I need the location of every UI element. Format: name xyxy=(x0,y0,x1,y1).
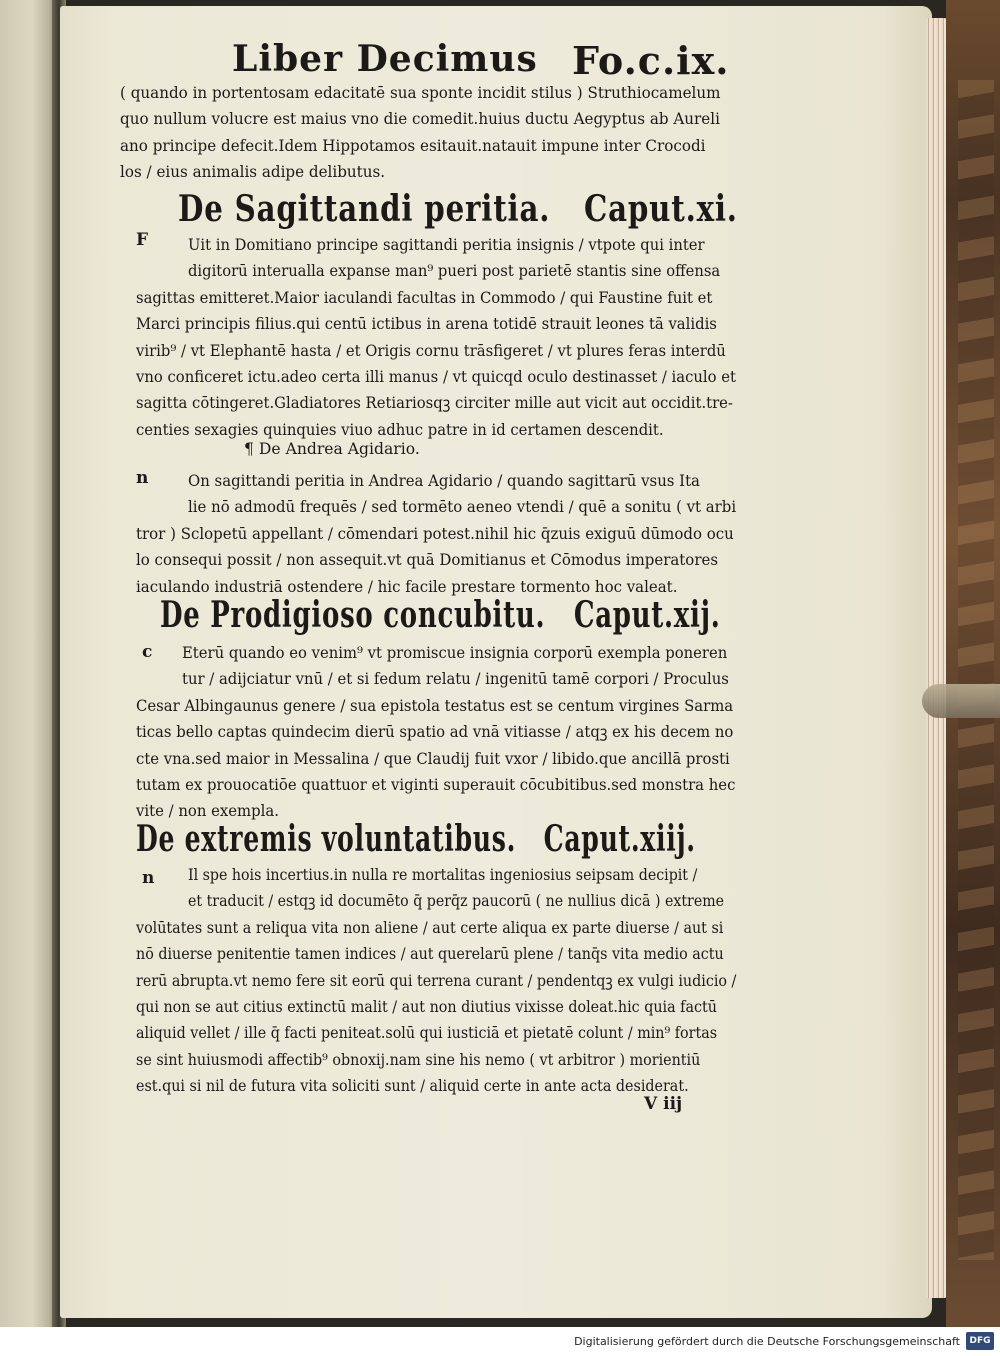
text-line: et traducit / estqꝫ id documēto q̄ perq̄z paucorū ( ne nullius dicā ) extreme xyxy=(188,892,725,911)
funding-credit: Digitalisierung gefördert durch die Deutsche Forschungsgemeinschaft xyxy=(574,1335,960,1348)
text-line: ( quando in portentosam edacitatē sua sponte incidit stilus ) Struthiocamelum xyxy=(120,84,721,102)
text-line: lo consequi possit / non assequit.vt quā Domitianus et Cōmodus imperatores xyxy=(136,551,719,570)
cover-texture xyxy=(958,80,994,1260)
text-line: tur / adijciatur vnū / et si fedum relatu / ingenitū tamē corpori / Proculus xyxy=(182,670,729,689)
text-line: On sagittandi peritia in Andrea Agidario / quando sagittarū vsus Ita xyxy=(188,472,700,490)
text-line: lie nō admodū frequēs / sed tormēto aeneo vtendi / quē a sonitu ( vt arbi xyxy=(188,498,737,517)
chapter-paragraph xyxy=(136,468,761,600)
chapter-title: De Sagittandi peritia. xyxy=(178,188,551,230)
text-line: volūtates sunt a reliqua vita non aliene / aut certe aliqua ex parte diuerse / aut si xyxy=(136,918,724,937)
text-line: se sint huiusmodi affectib⁹ obnoxij.nam sine his nemo ( vt arbitror ) morientiū xyxy=(136,1050,701,1069)
text-line: virib⁹ / vt Elephantē hasta / et Origis cornu trāsfigeret / vt plures feras interdū xyxy=(136,341,726,360)
signature-mark: V iij xyxy=(644,1094,683,1114)
chapter-paragraph xyxy=(136,862,791,1100)
text-line: ticas bello captas quindecim dierū spatio ad vnā vitiasse / atqꝫ ex his decem no xyxy=(136,723,734,742)
text-line: nō diuerse penitentie tamen indices / aut querelarū plene / tanq̄s vita medio actu xyxy=(136,945,724,964)
text-line: sagitta cōtingeret.Gladiatores Retiariosqꝫ circiter mille aut vicit aut occidit.tre- xyxy=(136,394,733,413)
initial-guide-letter: n xyxy=(142,868,155,888)
text-line: Uit in Domitiano principe sagittandi peritia insignis / vtpote qui inter xyxy=(188,236,705,254)
text-line: Il spe hois incertius.in nulla re mortalitas ingeniosius seipsam decipit / xyxy=(188,866,698,884)
text-line: aliquid vellet / ille q̄ facti peniteat.solū qui iusticiā et pietatē colunt / min⁹ fortas xyxy=(136,1024,718,1043)
chapter-paragraph xyxy=(136,640,766,825)
text-line: sagittas emitteret.Maior iaculandi facultas in Commodo / qui Faustine fuit et xyxy=(136,288,713,307)
subheading: ¶ De Andrea Agidario. xyxy=(244,440,420,458)
text-line: rerū abrupta.vt nemo fere sit eorū qui terrena curant / pendentqꝫ ex vulgi iudicio / xyxy=(136,971,737,990)
chapter-heading xyxy=(160,594,721,636)
text-line: iaculando industriā ostendere / hic facile prestare tormento hoc valeat. xyxy=(136,577,678,596)
text-line: ano principe defecit.Idem Hippotamos esitauit.natauit impune inter Crocodi xyxy=(120,136,706,155)
chapter-heading xyxy=(178,188,738,230)
text-line: Eterū quando eo venim⁹ vt promiscue insignia corporū exempla poneren xyxy=(182,644,728,662)
opening-paragraph xyxy=(120,80,738,186)
text-line: quo nullum volucre est maius vno die comedit.huius ductu Aegyptus ab Aureli xyxy=(120,110,720,129)
text-line: vno conficeret ictu.adeo certa illi manus / vt quicqd oculo destinasset / iaculo et xyxy=(136,368,736,387)
chapter-number: Caput.xij. xyxy=(573,594,721,636)
initial-guide-letter: n xyxy=(136,468,149,488)
footer-bar xyxy=(0,1327,1000,1356)
facing-page-edge xyxy=(0,0,58,1327)
text-line: qui non se aut citius extinctū malit / aut non diutius vixisse doleat.hic quia factū xyxy=(136,998,717,1017)
text-line: los / eius animalis adipe delibutus. xyxy=(120,163,386,182)
text-line: Cesar Albingaunus genere / sua epistola testatus est se centum virgines Sarma xyxy=(136,696,734,715)
chapter-heading xyxy=(136,818,696,860)
text-line: tutam ex prouocatiōe quattuor et viginti superauit cōcubitibus.sed monstra hec xyxy=(136,776,736,795)
chapter-title: De extremis voluntatibus. xyxy=(136,818,517,860)
running-head-left: Liber Decimus xyxy=(232,38,538,80)
dfg-logo[interactable]: DFG xyxy=(966,1332,994,1350)
initial-guide-letter: c xyxy=(142,642,153,662)
running-head-right: Fo.c.ix. xyxy=(572,38,730,83)
chapter-title: De Prodigioso concubitu. xyxy=(160,594,546,636)
text-line: centies sexagies quinquies viuo adhuc patre in id certamen descendit. xyxy=(136,420,664,439)
chapter-number: Caput.xiij. xyxy=(543,818,696,860)
text-line: vite / non exempla. xyxy=(136,802,279,821)
text-line: tror ) Sclopetū appellant / cōmendari potest.nihil hic q̄zuis exiguū dūmodo ocu xyxy=(136,524,734,543)
text-line: est.qui si nil de futura vita soliciti sunt / aliquid certe in ante acta desiderat. xyxy=(136,1077,689,1096)
initial-guide-letter: F xyxy=(136,230,149,250)
page-edges xyxy=(926,18,948,1298)
text-line: cte vna.sed maior in Messalina / que Claudij fuit vxor / libido.que ancillā prosti xyxy=(136,749,730,768)
chapter-paragraph xyxy=(136,232,768,443)
chapter-number: Caput.xi. xyxy=(584,188,738,230)
bookmark-strip xyxy=(922,684,1000,718)
text-line: Marci principis filius.qui centū ictibus in arena totidē strauit leones tā validis xyxy=(136,315,717,334)
text-line: digitorū interualla expanse man⁹ pueri post parietē stantis sine offensa xyxy=(188,262,721,281)
